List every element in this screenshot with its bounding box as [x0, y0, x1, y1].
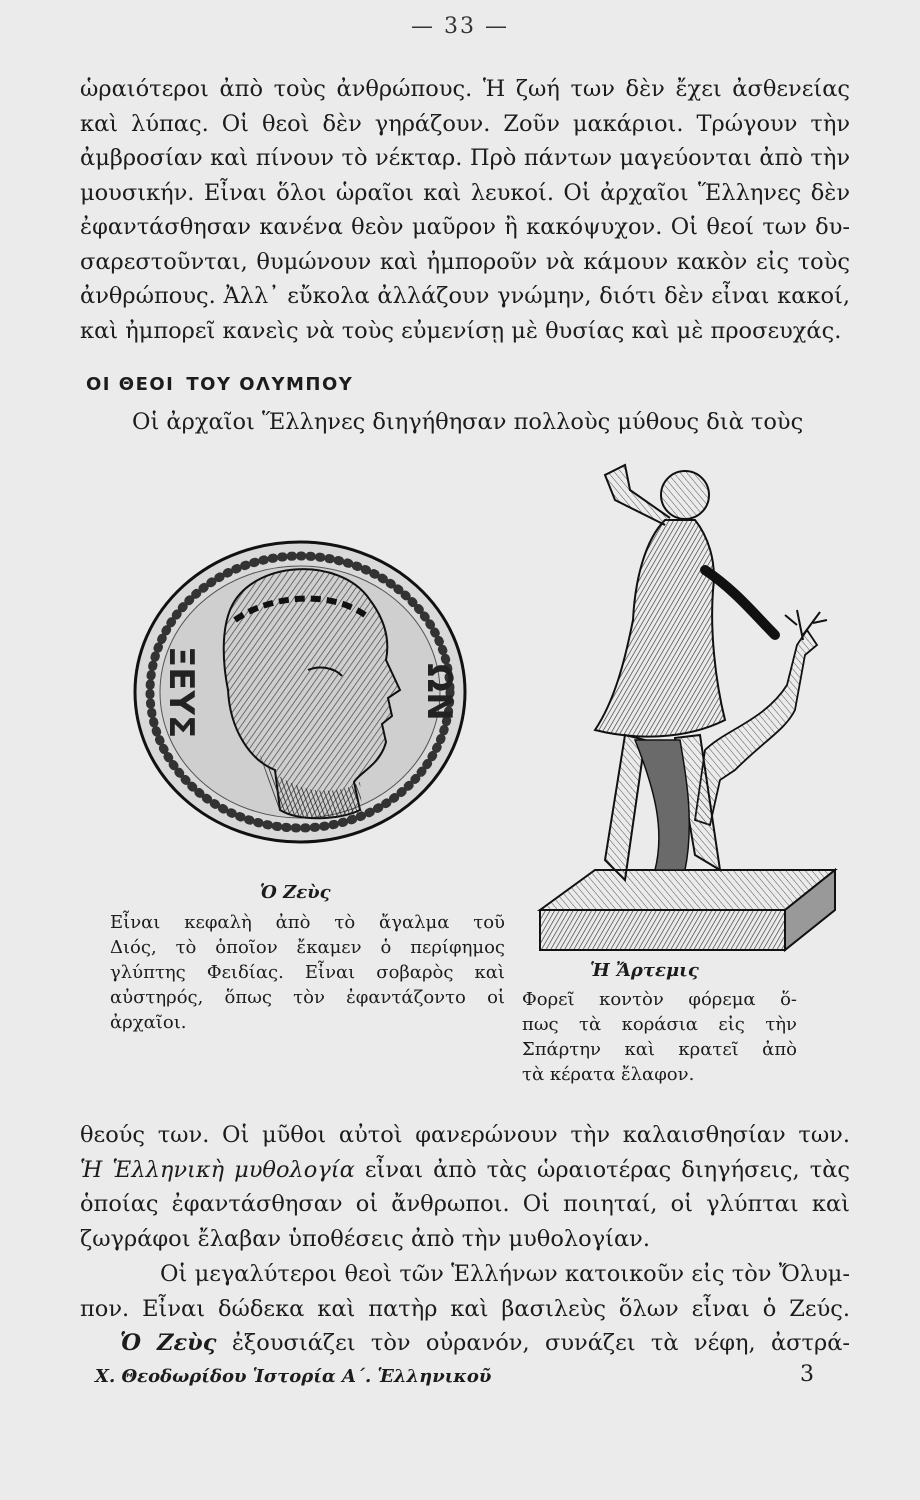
- intro-paragraph: [80, 72, 850, 348]
- text-line: [80, 1153, 850, 1188]
- text-line: Οἱ μεγαλύτεροι θεοὶ τῶν Ἑλλήνων κατοικοῦν εἰς τὸν Ὄλυμ-: [160, 1261, 850, 1287]
- caption-line: Διός, τὸ ὁποῖον ἔκαμεν ὁ περίφημος: [110, 937, 505, 958]
- text-line: ζωγράφοι ἔλαβαν ὑποθέσεις ἀπὸ τὴν μυθολογίαν.: [80, 1225, 650, 1252]
- text-line: Οἱ ἀρχαῖοι Ἕλληνες διηγήθησαν πολλοὺς μύθους διὰ τοὺς: [132, 409, 804, 435]
- caption-line: Φορεῖ κοντὸν φόρεμα ὅ-: [522, 989, 797, 1010]
- caption-line: ἀρχαῖοι.: [110, 1012, 187, 1033]
- artemis-caption-title: Ἡ Ἄρτεμις: [590, 960, 699, 981]
- coin-legend-left: ΞΕΥΣ: [161, 645, 201, 739]
- signature-footer: Χ. Θεοδωρίδου Ἱστορία Α΄. Ἑλληνικοῦ: [95, 1366, 492, 1387]
- text-run: ἐξουσιάζει τὸν οὐρανόν, συνάζει τὰ νέφη, ἀστρά-: [216, 1330, 850, 1356]
- section-heading-part1: ΟΙ ΘΕΟΙ: [86, 374, 175, 395]
- artemis-statue-illustration: [535, 440, 845, 960]
- text-line: ἀμβροσίαν καὶ πίνουν τὸ νέκταρ. Πρὸ πάντων μαγεύονται ἀπὸ τὴν: [80, 145, 850, 171]
- text-line: ἐφαντάσθησαν κανένα θεὸν μαῦρον ἢ κακόψυχον. Οἱ θεοί των δυ-: [80, 214, 850, 240]
- page-number: — 33 —: [411, 14, 509, 39]
- signature-mark: 3: [800, 1362, 814, 1387]
- caption-line: πως τὰ κοράσια εἰς τὴν: [522, 1014, 797, 1035]
- caption-line: Σπάρτην καὶ κρατεῖ ἀπὸ: [522, 1039, 797, 1060]
- bold-phrase: Ὁ Ζεὺς: [120, 1330, 217, 1356]
- section-heading-part2: ΤΟΥ ΟΛΥΜΠΟΥ: [186, 374, 354, 395]
- mythology-paragraph: [80, 1118, 850, 1256]
- text-line: ὁποίας ἐφαντάσθησαν οἱ ἄνθρωποι. Οἱ ποιηταί, οἱ γλύπται καὶ: [80, 1191, 850, 1217]
- artemis-caption: [522, 987, 797, 1087]
- olympus-paragraph-start: [80, 405, 850, 440]
- text-line: [80, 1326, 850, 1361]
- section-heading: [86, 374, 353, 395]
- olympians-paragraph: [80, 1257, 850, 1361]
- text-line: καὶ ἠμπορεῖ κανεὶς νὰ τοὺς εὐμενίσῃ μὲ θυσίας καὶ μὲ προσευχάς.: [80, 317, 842, 344]
- zeus-caption: [110, 910, 505, 1035]
- text-line: πον. Εἶναι δώδεκα καὶ πατὴρ καὶ βασιλεὺς ὅλων εἶναι ὁ Ζεύς.: [80, 1295, 850, 1322]
- text-line: ὡραιότεροι ἀπὸ τοὺς ἀνθρώπους. Ἡ ζωή των δὲν ἔχει ἀσθενείας: [80, 76, 850, 102]
- caption-line: τὰ κέρατα ἔλαφον.: [522, 1064, 695, 1085]
- text-line: μουσικήν. Εἶναι ὅλοι ὡραῖοι καὶ λευκοί. Οἱ ἀρχαῖοι Ἕλληνες δὲν: [80, 179, 850, 206]
- zeus-coin-illustration: [110, 520, 490, 870]
- zeus-caption-title: Ὁ Ζεὺς: [260, 882, 331, 903]
- caption-line: αὐστηρός, ὅπως τὸν ἐφαντάζοντο οἱ: [110, 987, 505, 1008]
- italic-phrase: Ἡ Ἑλληνικὴ μυθολογία: [80, 1156, 355, 1183]
- caption-line: Εἶναι κεφαλὴ ἀπὸ τὸ ἄγαλμα τοῦ: [110, 912, 505, 933]
- text-run: εἶναι ἀπὸ τὰς ὡραιοτέρας διηγήσεις, τὰς: [354, 1156, 850, 1183]
- coin-legend-right: ΩΝ: [419, 663, 459, 721]
- text-line: σαρεστοῦνται, θυμώνουν καὶ ἠμποροῦν νὰ κάμουν κακὸν εἰς τοὺς: [80, 248, 850, 275]
- text-line: θεούς των. Οἱ μῦθοι αὐτοὶ φανερώνουν τὴν καλαισθησίαν των.: [80, 1122, 850, 1148]
- text-line: καὶ λύπας. Οἱ θεοὶ δὲν γηράζουν. Ζοῦν μακάριοι. Τρώγουν τὴν: [80, 110, 850, 137]
- text-line: ἀνθρώπους. Ἀλλ᾽ εὔκολα ἀλλάζουν γνώμην, διότι δὲν εἶναι κακοί,: [80, 283, 850, 309]
- caption-line: γλύπτης Φειδίας. Εἶναι σοβαρὸς καὶ: [110, 962, 505, 983]
